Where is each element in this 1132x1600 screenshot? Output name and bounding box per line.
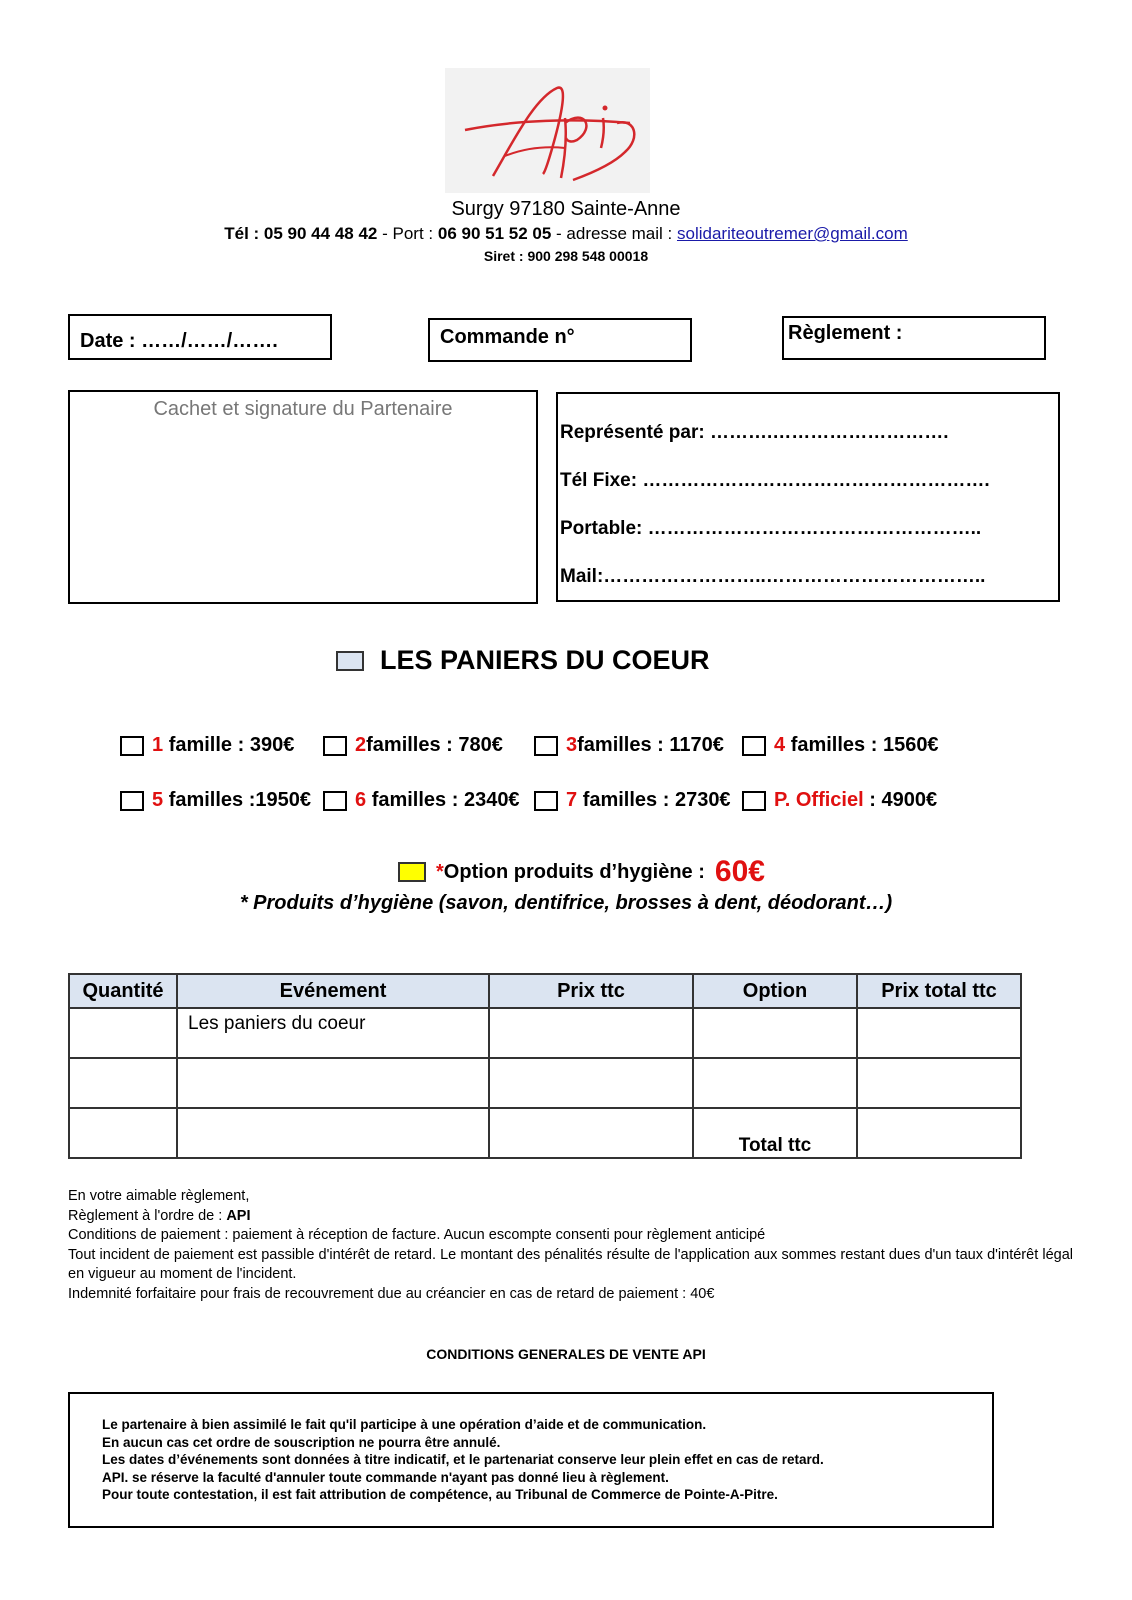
col-prix-total: Prix total ttc	[857, 974, 1021, 1008]
event-cell[interactable]	[177, 1058, 489, 1108]
grand-total-cell[interactable]	[857, 1108, 1021, 1158]
event-value: Les paniers du coeur	[188, 1013, 366, 1034]
mail-field[interactable]: Mail:……………………..……………………………..	[560, 566, 986, 587]
order-table	[68, 973, 1022, 1159]
section-title	[336, 645, 710, 676]
tel-value: 05 90 44 48 42	[263, 224, 378, 243]
cgv-box	[68, 1392, 994, 1528]
option-5-familles[interactable]	[120, 789, 311, 812]
quantity-cell[interactable]	[69, 1108, 177, 1158]
table-header-row	[69, 974, 1021, 1008]
option-checkbox[interactable]	[323, 736, 347, 756]
col-quantite: Quantité	[69, 974, 177, 1008]
option-3-familles[interactable]	[534, 734, 724, 757]
option-checkbox[interactable]	[534, 791, 558, 811]
option-number: 1	[152, 734, 164, 756]
option-number: 6	[355, 789, 367, 811]
terms-line: En votre aimable règlement,	[68, 1188, 250, 1204]
hygiene-star: *	[436, 860, 444, 883]
mail-label: - adresse mail :	[556, 224, 673, 243]
option-label: familles : 1560€	[790, 734, 939, 756]
terms-line: Indemnité forfaitaire pour frais de recouvrement due au créancier en cas de retard de paiement : 40€	[68, 1285, 715, 1302]
option-label: : 4900€	[869, 789, 938, 811]
quantity-cell[interactable]	[69, 1058, 177, 1108]
date-field[interactable]: Date : ……/……/…….	[68, 314, 332, 360]
option-cell[interactable]	[693, 1058, 857, 1108]
option-4-familles[interactable]	[742, 734, 939, 757]
contact-line	[0, 224, 1132, 244]
col-evenement: Evénement	[177, 974, 489, 1008]
option-number: 4	[774, 734, 786, 756]
port-label: - Port :	[382, 224, 434, 243]
total-price-cell[interactable]	[857, 1008, 1021, 1058]
payment-field[interactable]: Règlement :	[782, 316, 1046, 360]
option-checkbox[interactable]	[742, 791, 766, 811]
total-price-cell[interactable]	[857, 1058, 1021, 1108]
option-7-familles[interactable]	[534, 789, 731, 812]
representative-box	[556, 392, 1060, 602]
option-label: familles : 780€	[366, 734, 503, 756]
option-label: famille : 390€	[168, 734, 295, 756]
price-cell[interactable]	[489, 1008, 693, 1058]
option-p-officiel[interactable]	[742, 789, 937, 812]
option-2-familles[interactable]	[323, 734, 503, 757]
col-prix-ttc: Prix ttc	[489, 974, 693, 1008]
hygiene-price: 60€	[714, 855, 765, 888]
option-label: familles : 2340€	[371, 789, 520, 811]
option-cell[interactable]	[693, 1008, 857, 1058]
cgv-line: API. se réserve la faculté d'annuler toute commande n'ayant pas donné lieu à règlement.	[102, 1469, 669, 1485]
total-label-cell	[693, 1108, 857, 1158]
table-row	[69, 1008, 1021, 1058]
table-row	[69, 1108, 1021, 1158]
price-cell[interactable]	[489, 1108, 693, 1158]
partner-stamp-box[interactable]	[68, 390, 538, 604]
payment-terms	[68, 1187, 1073, 1304]
address-line: Surgy 97180 Sainte-Anne	[451, 198, 681, 220]
email-link[interactable]: solidariteoutremer@gmail.com	[676, 224, 908, 243]
option-6-familles[interactable]	[323, 789, 520, 812]
hygiene-label: Option produits d’hygiène :	[443, 860, 705, 883]
option-checkbox[interactable]	[120, 736, 144, 756]
partner-stamp-label: Cachet et signature du Partenaire	[153, 398, 453, 420]
price-cell[interactable]	[489, 1058, 693, 1108]
represented-by-field[interactable]: Représenté par: ……….……………………….	[560, 422, 949, 443]
section-title-text: LES PANIERS DU COEUR	[380, 645, 710, 675]
option-checkbox[interactable]	[120, 791, 144, 811]
event-cell[interactable]	[177, 1008, 489, 1058]
option-label: familles : 1170€	[577, 734, 724, 756]
option-label: familles :1950€	[168, 789, 312, 811]
api-logo-graphic	[445, 68, 650, 193]
order-number-field[interactable]: Commande n°	[428, 318, 692, 362]
option-number: 3	[566, 734, 578, 756]
option-checkbox[interactable]	[534, 736, 558, 756]
api-logo	[445, 68, 650, 193]
payee-name: API	[226, 1207, 251, 1224]
cgv-line: Pour toute contestation, il est fait attribution de compétence, au Tribunal de Commerce de Pointe-A-Pitre.	[102, 1487, 778, 1502]
option-number: 2	[355, 734, 367, 756]
terms-line: Conditions de paiement : paiement à réception de facture. Aucun escompte consenti pour règlement anticipé	[68, 1227, 766, 1243]
option-label: familles : 2730€	[582, 789, 731, 811]
cgv-line: En aucun cas cet ordre de souscription ne pourra être annulé.	[102, 1434, 501, 1450]
cgv-line: Les dates d’événements sont données à titre indicatif, et le partenariat conserve leur plein effet en cas de retard.	[102, 1452, 824, 1467]
cgv-line: Le partenaire à bien assimilé le fait qu'il participe à une opération d’aide et de communication.	[102, 1417, 707, 1432]
section-checkbox[interactable]	[336, 651, 364, 671]
quantity-cell[interactable]	[69, 1008, 177, 1058]
option-number: 7	[566, 789, 578, 811]
landline-field[interactable]: Tél Fixe: ……………………………………………….	[560, 470, 990, 491]
option-number: 5	[152, 789, 164, 811]
table-row	[69, 1058, 1021, 1108]
tel-label: Tél :	[224, 224, 260, 243]
terms-line: Tout incident de paiement est passible d'intérêt de retard. Le montant des pénalités résulte de l'application aux sommes restant dues d'un taux d'intérêt légal en vigueur au moment de l'incident.	[68, 1246, 1073, 1282]
option-1-famille[interactable]	[120, 734, 294, 757]
hygiene-checkbox[interactable]	[398, 862, 426, 882]
hygiene-note: * Produits d’hygiène (savon, dentifrice, brosses à dent, déodorant…)	[239, 892, 893, 914]
event-cell[interactable]	[177, 1108, 489, 1158]
hygiene-option[interactable]	[398, 855, 765, 889]
option-checkbox[interactable]	[742, 736, 766, 756]
siret-line: Siret : 900 298 548 00018	[483, 248, 649, 264]
option-checkbox[interactable]	[323, 791, 347, 811]
option-number: P. Officiel	[774, 789, 864, 811]
cgv-title: CONDITIONS GENERALES DE VENTE API	[426, 1346, 706, 1362]
terms-line: Règlement à l'ordre de : API	[68, 1207, 251, 1224]
total-label: Total ttc	[738, 1135, 812, 1156]
port-value: 06 90 51 52 05	[437, 224, 552, 243]
col-option: Option	[693, 974, 857, 1008]
mobile-field[interactable]: Portable: ……………………………………………..	[560, 518, 982, 539]
